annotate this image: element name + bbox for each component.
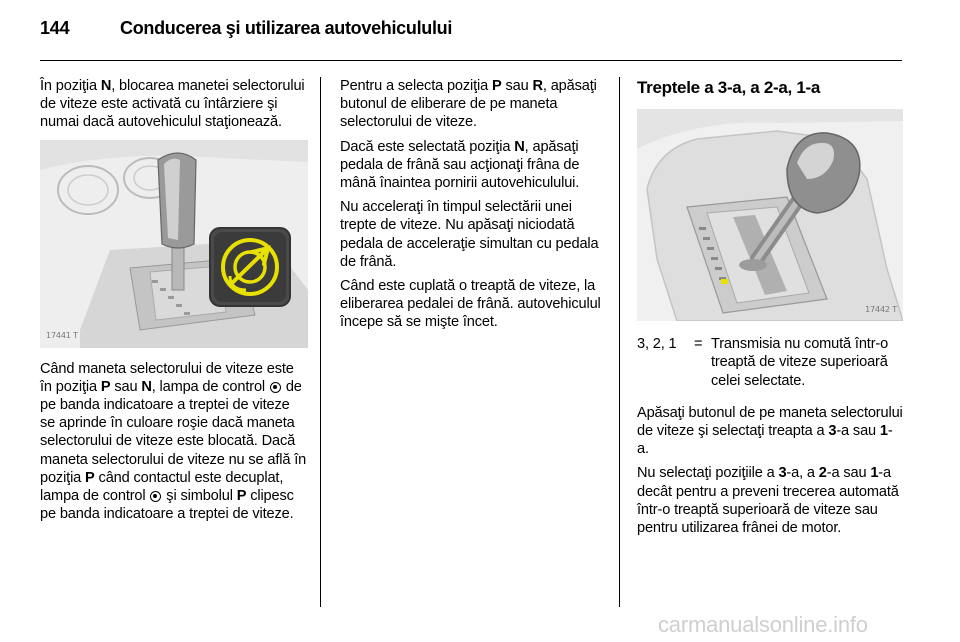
paragraph: Nu selectaţi poziţiile a 3-a, a 2-a sau 1-a decât pentru a preveni trecerea automată într-o treaptă superioară de viteze sau pentru utilizarea frânei de motor. (637, 465, 899, 537)
paragraph: Când maneta selectorului de viteze este în poziţia P sau N, lampa de control de pe banda indicatoare a treptei de viteze se aprinde în culoare roşie dacă maneta selectorului de viteze este blocată. Dacă maneta selectorului de viteze nu se află în poziţia P când contactul este decuplat, lampa de control şi simbolul P clipesc pe banda indicatoare a treptei de viteze. (40, 360, 307, 523)
definition-term: 3, 2, 1 (637, 336, 677, 353)
control-lamp-icon (270, 382, 281, 393)
definition-separator: = (694, 336, 703, 353)
figure-code: 17442 T (865, 305, 897, 314)
paragraph: Apăsaţi butonul de pe maneta selectorului de viteze şi selectaţi treapta a 3-a sau 1-a. (637, 404, 903, 458)
gear-selector-illustration (637, 109, 903, 321)
gear-selector-figure-2 (637, 109, 903, 321)
paragraph: În poziţia N, blocarea manetei selectorului de viteze este activată cu întârziere şi numai dacă autovehiculul staţionează. (40, 78, 305, 131)
chapter-title: Conducerea şi utilizarea autovehiculului (120, 18, 453, 38)
column-3 (637, 77, 903, 543)
column-1 (40, 77, 308, 529)
figure-code: 17441 T (46, 331, 78, 341)
paragraph: Dacă este selectată poziţia N, apăsaţi pedala de frână sau acţionaţi frâna de mână înaintea pornirii autovehiculului. (340, 138, 580, 192)
header-rule (40, 60, 902, 61)
definition-row (637, 335, 903, 390)
paragraph: Pentru a selecta poziţia P sau R, apăsaţi butonul de eliberare de pe maneta selectorului de viteze. (340, 78, 597, 131)
gear-selector-illustration (40, 140, 308, 348)
page-header (40, 18, 902, 58)
column-divider (320, 77, 321, 607)
page-number: 144 (40, 18, 70, 38)
column-2 (340, 77, 606, 338)
paragraph: Când este cuplată o treaptă de viteze, la eliberarea pedalei de frână. autovehiculul începe să se mişte încet. (340, 278, 601, 331)
column-divider (619, 77, 620, 607)
watermark: carmanualsonline.info (658, 612, 868, 637)
section-heading: Treptele a 3-a, a 2-a, 1-a (637, 78, 821, 97)
definition-description: Transmisia nu comută într-o treaptă de viteze superioară celei selectate. (711, 336, 889, 389)
paragraph: Nu acceleraţi în timpul selectării unei trepte de viteze. Nu apăsaţi niciodată pedala de acceleraţie simultan cu pedala de frână. (340, 199, 599, 270)
gear-selector-figure-1 (40, 140, 308, 348)
control-lamp-icon (150, 491, 161, 502)
